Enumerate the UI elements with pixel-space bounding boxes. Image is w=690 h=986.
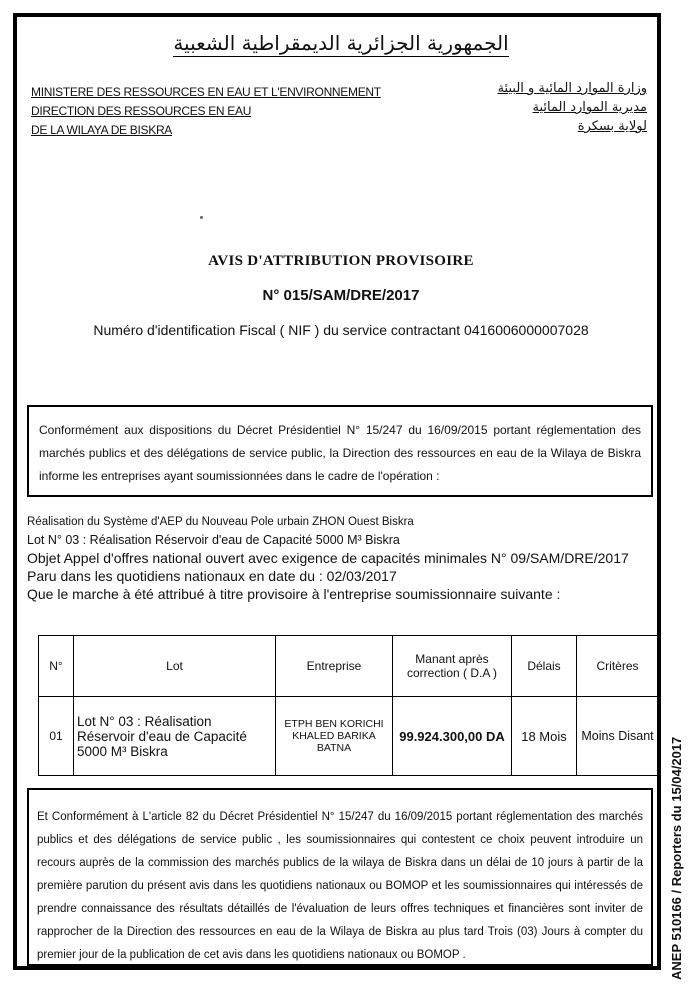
ministry-header-french [31, 83, 381, 140]
operation-details [27, 513, 629, 603]
nif-line: Numéro d'identification Fiscal ( NIF ) du service contractant 0416006000007028 [93, 322, 589, 338]
notice-frame [13, 13, 661, 970]
ministry-header-arabic [498, 79, 647, 136]
cell-entreprise: ETPH BEN KORICHI KHALED BARIKA BATNA [276, 697, 393, 776]
direction-line: DIRECTION DES RESSOURCES EN EAU [31, 104, 252, 118]
wilaya-line-ar: لولاية بسكرة [577, 119, 647, 134]
ministry-line: MINISTERE DES RESSOURCES EN EAU ET L'ENVIRONNEMENT [31, 85, 381, 99]
cell-criteres: Moins Disant [577, 697, 659, 776]
col-delais: Délais [512, 636, 577, 697]
publication-credit: ANEP 510166 / Reporters du 15/04/2017 [669, 736, 684, 980]
publication-line: Paru dans les quotidiens nationaux en date du : 02/03/2017 [27, 568, 397, 584]
republic-title-arabic: الجمهورية الجزائرية الديمقراطية الشعبية [173, 31, 509, 55]
notice-title: AVIS D'ATTRIBUTION PROVISOIRE [208, 253, 474, 269]
table-header-row [39, 636, 659, 697]
col-num: N° [39, 636, 74, 697]
speck [200, 216, 203, 219]
object-line: Objet Appel d'offres national ouvert avec exigence de capacités minimales N° 09/SAM/DRE/2017 [27, 550, 629, 566]
table-row [39, 697, 659, 776]
col-montant: Manant après correction ( D.A ) [393, 636, 512, 697]
col-criteres: Critères [577, 636, 659, 697]
attribution-table [38, 635, 659, 776]
direction-line-ar: مديرية الموارد المائية [532, 100, 647, 115]
cell-num: 01 [39, 697, 74, 776]
ministry-line-ar: وزارة الموارد المائية و البيئة [497, 81, 647, 96]
cell-delais: 18 Mois [512, 697, 577, 776]
intro-box: Conformément aux dispositions du Décret Présidentiel N° 15/247 du 16/09/2015 portant réglementation des marchés publics et des délégations de service public, la Direction des ressources en eau de la Wilaya de Biskra informe les entreprises ayant soumissionnées dans le cadre de l'opération : [27, 405, 653, 497]
col-lot: Lot [74, 636, 276, 697]
notice-number: N° 015/SAM/DRE/2017 [262, 287, 420, 304]
attribution-line: Que le marche à été attribué à titre provisoire à l'entreprise soumissionnaire suivante : [27, 586, 561, 602]
lot-line: Lot N° 03 : Réalisation Réservoir d'eau de Capacité 5000 M³ Biskra [27, 533, 400, 547]
col-entreprise: Entreprise [276, 636, 393, 697]
closing-box: Et Conformément à L'article 82 du Décret Présidentiel N° 15/247 du 16/09/2015 portant réglementation des marchés publics et des délégations de service public , les soumissionnaires qui contestent ce choix peuvent introduire un recours auprès de la commission des marchés publics de la wilaya de Biskra dans un délai de 10 jours à partir de la première parution du présent avis dans les quotidiens nationaux ou BOMOP et les soumissionnaires qui intéressés de prendre connaissance des résultats détaillés de l'évaluation de leurs offres techniques et financières sont inviter de rapprocher de la Direction des ressources en eau de la Wilaya de Biskra au plus tard Trois (03) Jours à compter du premier jour de la publication de cet avis dans les quotidiens nationaux ou BOMOP . [27, 788, 653, 966]
cell-montant: 99.924.300,00 DA [393, 697, 512, 776]
operation-line: Réalisation du Système d'AEP du Nouveau Pole urbain ZHON Ouest Biskra [27, 516, 414, 528]
cell-lot: Lot N° 03 : Réalisation Réservoir d'eau de Capacité 5000 M³ Biskra [74, 697, 276, 776]
wilaya-line: DE LA WILAYA DE BISKRA [31, 123, 173, 137]
